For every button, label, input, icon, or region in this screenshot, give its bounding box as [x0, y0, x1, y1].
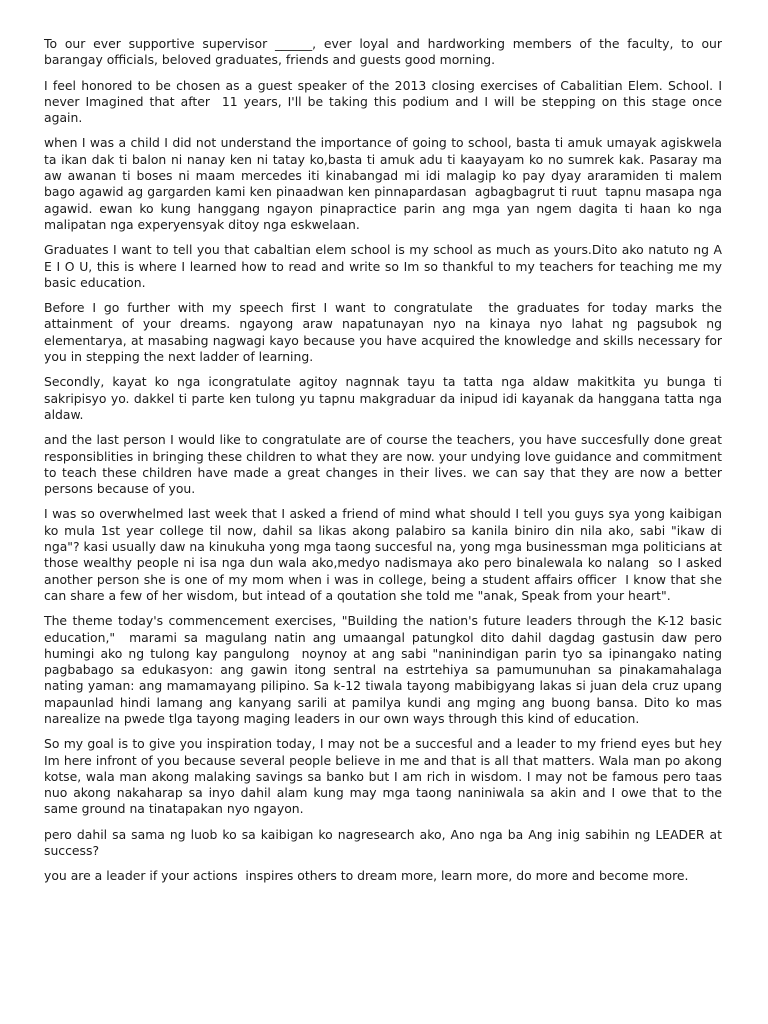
paragraph-overwhelmed: I was so overwhelmed last week that I asked a friend of mind what should I tell you guys sya yong kaibigan ko mula 1st year college til now, dahil sa likas akong palabiro sa kanila biniro din nila ako, sabi "ikaw di nga"? kasi usually daw na kinukuha yong mga taong succesful na, yong mga businessman mga politicians at those wealthy people ni isa nga dun wala ako,medyo nadismaya ako pero binalewala ko nalang so I asked another person she is one of my mom when i was in college, being a student affairs officer I know that she can share a few of her wisdom, but intead of a qoutation she told me "anak, Speak from your heart". — [44, 506, 726, 603]
paragraph-leader-definition: you are a leader if your actions inspires others to dream more, learn more, do more and become more. — [44, 868, 689, 884]
paragraph-congratulate-teachers: and the last person I would like to congratulate are of course the teachers, you have succesfully done great responsiblities in bringing these children to what they are now. your undying love guidance and commitment to teach these children have made a great changes in their lives. we can say that they are now a better persons because of you. — [44, 432, 726, 497]
paragraph-goal: So my goal is to give you inspiration today, I may not be a succesful and a leader to my friend eyes but hey Im here infront of you because several people believe in me and that is all that matters. Wala man po akong kotse, wala man akong malaking savings sa banko but I am rich in wisdom. I may not be famous pero taas nuo akong nakaharap sa inyo dahil alam kung may mga taong naniniwala sa akin and I owe that to the same ground na tinatapakan nyo ngayon. — [44, 736, 726, 817]
paragraph-theme: The theme today's commencement exercises, "Building the nation's future leaders through the K-12 basic education," marami sa magulang natin ang umaangal patungkol dito dahil dagdag gastusin daw pero humingi ako ng tulong kay pangulong noynoy at ang sabi "naninindigan parin tyo sa ipinangako nating pagbabago sa edukasyon: ang gawin itong sentral na estrtehiya sa pamumunuhan sa pinakamahalaga nating yaman: ang mamamayang pilipino. Sa k-12 tiwala tayong mabibigyang lakas si juan dela cruz upang mapaunlad hindi lamang ang kanyang sarili at pamilya kundi ang mging ang buong bansa. Dito ko mas narealize na pwede tlga tayong maging leaders in our own ways through this kind of education. — [44, 613, 726, 726]
paragraph-congratulate-parents: Secondly, kayat ko nga icongratulate agitoy nagnnak tayu ta tatta nga aldaw makitkita yu bunga ti sakripisyo yo. dakkel ti parte ken tulong yu tapnu makgraduar da inipud idi kayanak da hanggana tatta nga aldaw. — [44, 374, 726, 422]
paragraph-leader-question: pero dahil sa sama ng luob ko sa kaibigan ko nagresearch ako, Ano nga ba Ang inig sabihin ng LEADER at success? — [44, 826, 726, 859]
speech-document — [44, 36, 726, 894]
paragraph-greeting: To our ever supportive supervisor ______, ever loyal and hardworking members of the faculty, to our barangay officials, beloved graduates, friends and guests good morning. — [44, 36, 726, 68]
paragraph-childhood: when I was a child I did not understand the importance of going to school, basta ti amuk umayak agiskwela ta ikan dak ti balon ni nanay ken ni tatay ko,basta ti amuk adu ti kaayayam ko no sumrek kak. Pasaray ma aw awanan ti boses ni maam mercedes iti kinabangad mi idi malagip ko pay dyay araramiden ti malem bago agawid ag gargarden kami ken pinaadwan ken pinnapardasan agbagbagrut ti ruut tapnu masapa nga agawid. ewan ko kung hanggang ngayon pinapractice parin ang mga yan ngem dagita ti haan ko nga malipatan nga experyensyak ditoy nga eskwelaan. — [44, 135, 726, 232]
paragraph-congratulate-graduates: Before I go further with my speech first I want to congratulate the graduates for today marks the attainment of your dreams. ngayong araw napatunayan nyo na kinaya nyo lahat ng pagsubok ng elementarya, at masabing nagwagi kayo because you have acquired the knowledge and skills necessary for you in stepping the next ladder of learning. — [44, 300, 726, 365]
paragraph-graduates: Graduates I want to tell you that cabaltian elem school is my school as much as yours.Dito ako natuto ng A E I O U, this is where I learned how to read and write so Im so thankful to my teachers for teaching me my basic education. — [44, 242, 726, 290]
paragraph-honored: I feel honored to be chosen as a guest speaker of the 2013 closing exercises of Cabalitian Elem. School. I never Imagined that after 11 years, I'll be taking this podium and I will be stepping on this stage once again. — [44, 77, 726, 126]
